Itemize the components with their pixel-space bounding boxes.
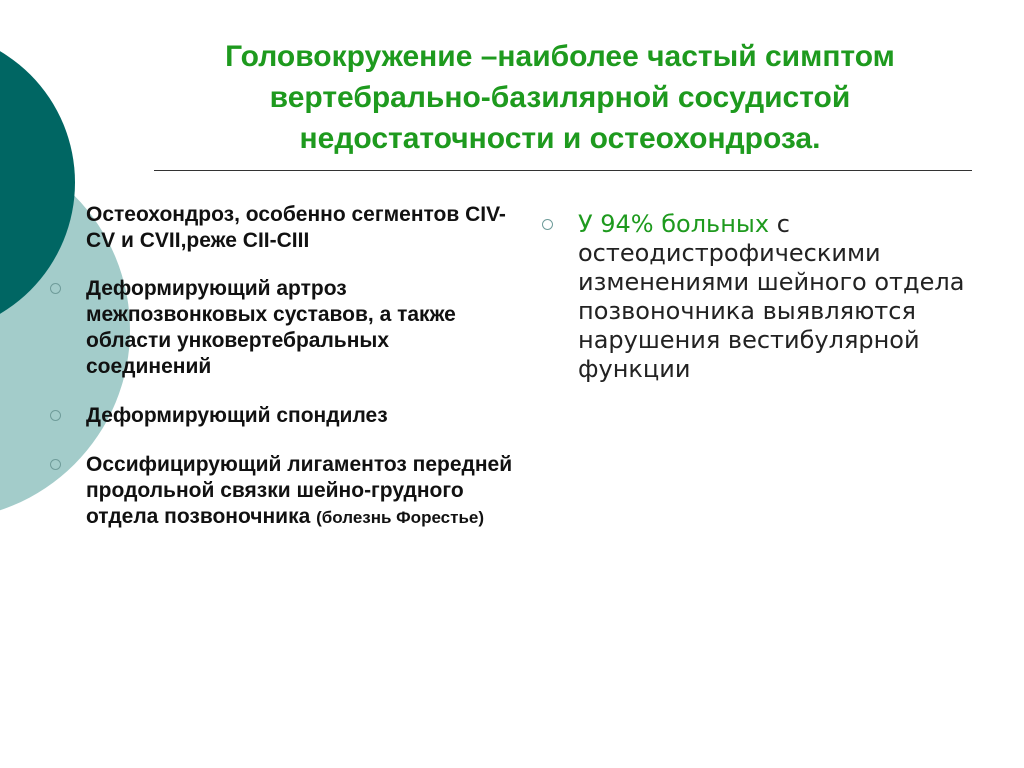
list-item-osteochondrosis — [46, 202, 516, 254]
circle-bullet-icon — [50, 283, 61, 294]
list-item-text: Деформирующий спондилез — [86, 404, 388, 427]
left-bullet-list — [46, 202, 516, 554]
list-item-text: Оссифицирующий лигаментоз передней продольной связки шейно-грудного отдела позвоночника — [86, 453, 513, 528]
list-item-spondylosis — [46, 403, 516, 429]
list-item-ligamentosis — [46, 452, 516, 531]
title-divider — [154, 170, 972, 171]
statistic-highlight: У 94% больных — [578, 210, 770, 238]
circle-bullet-icon — [50, 410, 61, 421]
list-item-statistic — [540, 210, 980, 384]
list-item-text: Остеохондроз, особенно сегментов CIV-CV и CVII,реже CII-CIII — [86, 203, 506, 252]
statistic-text: с остеодистрофическими изменениями шейного отдела позвоночника выявляются нарушения вестибулярной функции — [578, 210, 965, 383]
circle-bullet-icon — [50, 459, 61, 470]
list-item-note: (болезнь Форестье) — [316, 508, 485, 527]
circle-bullet-icon — [542, 219, 553, 230]
right-bullet-list — [540, 210, 980, 384]
slide-title: Головокружение –наиболее частый симптом вертебрально-базилярной сосудистой недостаточности и остеохондроза. — [225, 40, 895, 155]
list-item-text: Деформирующий артроз межпозвонковых суставов, а также области унковертебральных соединений — [86, 277, 456, 378]
list-item-arthrosis — [46, 276, 516, 380]
